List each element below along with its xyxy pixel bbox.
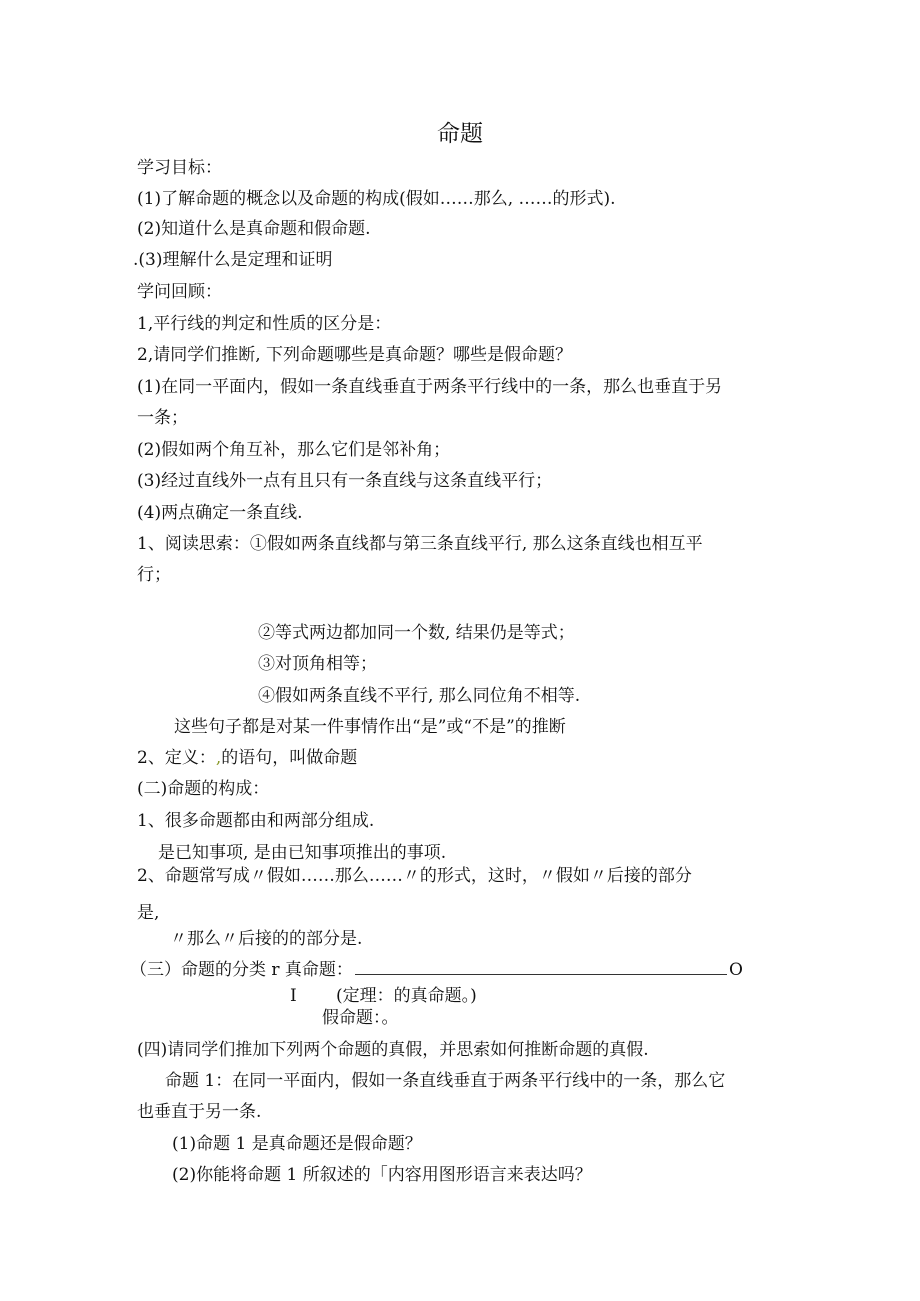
theorem-definition: (定理：的真命题。) — [336, 986, 477, 1006]
definition-text: 的语句，叫做命题 — [221, 748, 358, 768]
proposition-1-line-2: 一条； — [137, 408, 188, 428]
sentence-4: ④假如两条直线不平行, 那么同位角不相等. — [258, 686, 581, 706]
document-title: 命题 — [437, 121, 483, 147]
statement-1-line-2: 也垂直于另一条. — [137, 1102, 262, 1122]
goal-2: (2)知道什么是真命题和假命题. — [137, 219, 371, 239]
goal-1: (1)了解命题的概念以及命题的构成(假如……那么, ……的形式). — [137, 189, 616, 209]
structure-heading: (二)命题的构成： — [137, 779, 270, 799]
structure-point-1: 1、很多命题都由和两部分组成. — [137, 811, 375, 831]
sentence-2: ②等式两边都加同一个数, 结果仍是等式； — [258, 623, 575, 643]
learning-goals-heading: 学习目标： — [137, 158, 222, 178]
review-heading: 学问回顾： — [137, 282, 222, 302]
classification-label: （三）命题的分类 r 真命题： — [130, 960, 353, 980]
classification-bracket-mark: I — [290, 986, 297, 1006]
structure-point-1-detail: 是已知事项, 是由已知事项推出的事项. — [158, 843, 447, 863]
proposition-3: (3)经过直线外一点有且只有一条直线与这条直线平行； — [137, 471, 553, 491]
proposition-4: (4)两点确定一条直线. — [137, 503, 303, 523]
proposition-1-line-1: (1)在同一平面内，假如一条直线垂直于两条平行线中的一条，那么也垂直于另 — [137, 377, 723, 397]
classification-end-mark: O — [728, 960, 743, 980]
structure-point-2-line-3: 〃那么〃后接的的部分是. — [170, 929, 363, 949]
judgement-note: 这些句子都是对某一件事情作出“是”或“不是”的推断 — [174, 717, 566, 737]
definition-label: 2、定义： — [137, 748, 216, 768]
definition-line — [137, 747, 357, 769]
goal-3: .(3)理解什么是定理和证明 — [133, 250, 333, 270]
question-2: (2)你能将命题 1 所叙述的「内容用图形语言来表达吗？ — [172, 1165, 592, 1185]
reading-thinking-line-2: 行； — [137, 565, 171, 585]
false-proposition-line: 假命题：。 — [322, 1008, 399, 1028]
true-proposition-blank — [355, 959, 727, 975]
statement-1-line-1: 命题 1：在同一平面内，假如一条直线垂直于两条平行线中的一条，那么它 — [165, 1071, 726, 1091]
classification-line — [130, 959, 743, 981]
reading-thinking-line-1: 1、阅读思索：①假如两条直线都与第三条直线平行, 那么这条直线也相互平 — [137, 534, 703, 554]
review-question-1: 1,平行线的判定和性质的区分是： — [137, 314, 392, 334]
question-1: (1)命题 1 是真命题还是假命题？ — [172, 1134, 422, 1154]
review-question-2: 2,请同学们推断, 下列命题哪些是真命题？哪些是假命题？ — [137, 345, 573, 365]
definition-blank-mark: , — [215, 748, 222, 768]
section-4-heading: (四)请同学们推加下列两个命题的真假，并思索如何推断命题的真假. — [137, 1040, 649, 1060]
proposition-2: (2)假如两个角互补，那么它们是邻补角； — [137, 440, 451, 460]
structure-point-2-line-2: 是, — [137, 903, 160, 923]
structure-point-2-line-1: 2、命题常写成〃假如……那么……〃的形式，这时，〃假如〃后接的部分 — [137, 866, 692, 886]
sentence-3: ③对顶角相等； — [258, 654, 377, 674]
